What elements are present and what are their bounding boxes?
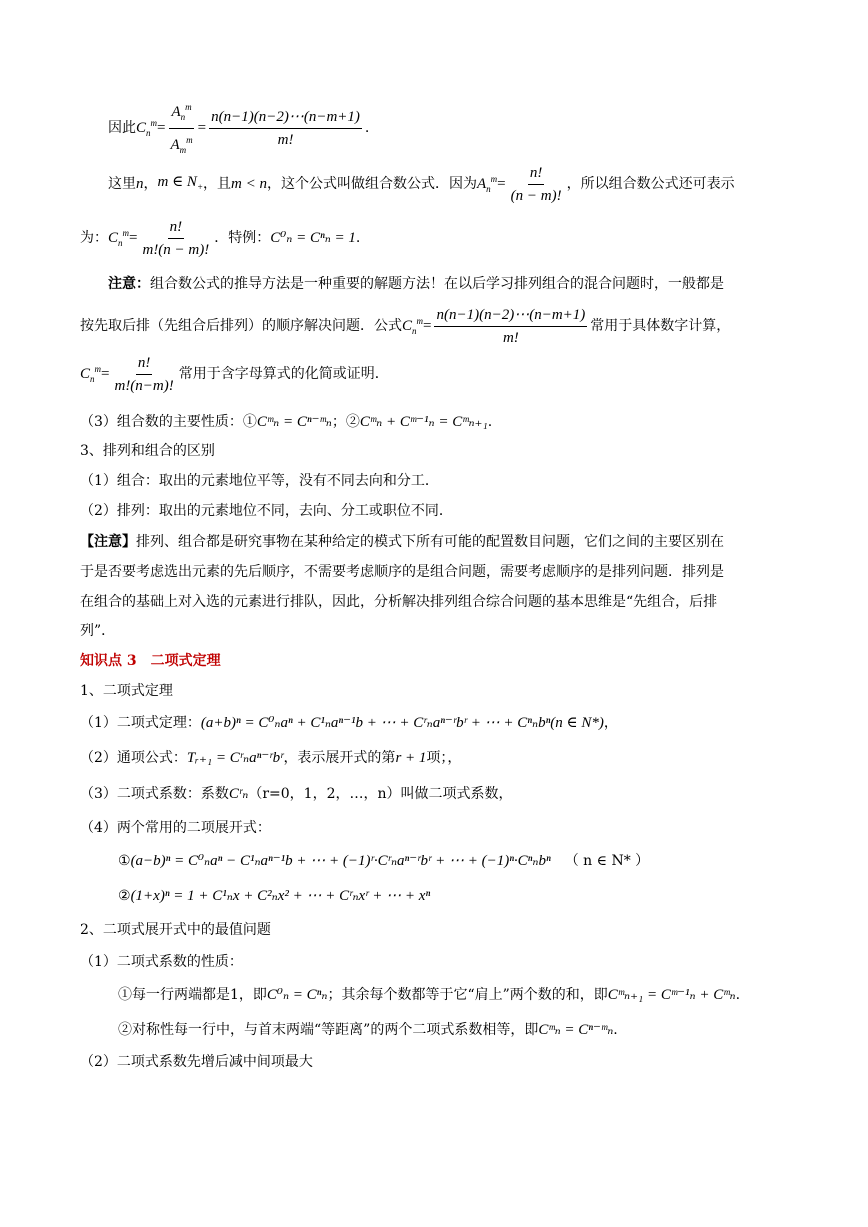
text: 这里 [108,176,136,192]
text: （3）组合数的主要性质：① [80,414,257,430]
paragraph: 列”． [80,623,116,639]
frac-num: n(n−1)(n−2)⋯(n−m+1) [209,108,362,129]
text: （ n ∈ N* ） [564,853,650,869]
math-m-in-n: m ∈ $N_+$ [157,173,204,192]
knowledge-point-heading: 知识点 3 二项式定理 [80,653,221,669]
math-c: Cʳₙ [228,786,249,802]
text: ② [118,888,131,904]
section-heading: 2、二项式展开式中的最值问题 [80,922,271,938]
text: 为： [80,230,108,246]
math-formula: (a+b)ⁿ = C⁰ₙaⁿ + C¹ₙaⁿ⁻¹b + ⋯ + Cʳₙaⁿ⁻ʳbʳ + ⋯ + Cⁿₙbⁿ(n ∈ N*) [200,715,604,731]
math-eq: = [423,318,432,334]
math-formula: Cᵐₙ = Cⁿ⁻ᵐₙ [256,414,332,430]
property-line-a [118,985,830,1005]
math-c: $C_n^m$ [402,316,424,336]
math-eq: = [101,366,110,382]
math-formula: Cᵐₙ₊₁ = Cᵐ⁻¹ₙ + Cᵐₙ [607,987,736,1003]
frac-den: m!(n−m)! [114,377,174,394]
frac-den: A [170,136,180,153]
paragraph: 在组合的基础上对入选的元素进行排队，因此，分析解决排列组合综合问题的基本思维是“先组合，后排 [80,594,718,610]
text: . [735,987,741,1003]
math-formula: Cᵐₙ = Cⁿ⁻ᵐₙ [538,1022,614,1038]
math-r: r + 1 [395,750,427,766]
frac-num: n(n−1)(n−2)⋯(n−m+1) [434,306,587,327]
text: . [364,120,370,136]
math-c: $C_n^m$ [108,228,130,248]
note-line-3 [80,350,792,398]
math-eq: = [129,230,138,246]
math-c-letter: C [80,366,91,382]
math-formula: (1+x)ⁿ = 1 + C¹ₙx + C²ₙx² + ⋯ + Cʳₙxʳ + ⋯ + xⁿ [130,888,431,904]
binomial-theorem-line [80,713,792,733]
frac-den: m! [502,329,519,346]
text: （2）通项公式： [80,750,187,766]
text: . [487,414,493,430]
frac-num: n! [136,354,153,375]
text: . [355,230,361,246]
paragraph: （2）二项式系数先增后减中间项最大 [80,1054,313,1070]
math-special: C⁰ₙ = Cⁿₙ = 1 [270,230,356,246]
math-a-letter: A [477,176,487,192]
text: ；② [331,414,360,430]
text: 组合数公式的推导方法是一种重要的解题方法！在以后学习排列组合的混合问题时，一般都是 [150,276,724,292]
note-line-2 [80,302,792,350]
text: （3）二项式系数：系数 [80,786,229,802]
math-formula: Cᵐₙ + Cᵐ⁻¹ₙ = Cᵐₙ₊₁ [359,414,488,430]
formula-line-2 [108,160,820,208]
text: ，这个公式叫做组合数公式．因为 [267,176,477,192]
paragraph: （1）二项式系数的性质： [80,954,243,970]
expansion-2 [118,886,830,906]
expansion-1 [118,851,830,871]
frac-num: n! [528,164,545,185]
text: . [613,1022,618,1038]
text: ；其余每个数都等于它“肩上”两个数的和，即 [327,987,608,1003]
fraction-a: $\frac{A_n^m}{A_m^m}$ [168,98,194,159]
fraction [140,218,211,259]
paragraph: （1）组合：取出的元素地位平等，没有不同去向和分工． [80,473,439,489]
math-a: $A_n^m$ [477,174,498,194]
formula-line-3 [80,214,792,262]
property-line [80,412,792,432]
text: 项；， [426,750,462,766]
text: 常用于具体数字计算， [590,318,731,334]
text: ， [143,176,158,192]
fraction [434,306,587,347]
formula-line-1 [108,101,820,155]
text: 排列、组合都是研究事物在某种给定的模式下所有可能的配置数目问题，它们之间的主要区别在 [136,534,724,550]
fraction [112,354,175,395]
math-eq: = [157,120,166,136]
text: ① [118,853,131,869]
text: ②对称性每一行中，与首末两端“等距离”的两个二项式系数相等，即 [118,1022,539,1038]
text: ．特例： [214,230,271,246]
text: 因此 [108,120,136,136]
note-label: 注意： [108,276,150,292]
paragraph: 于是否要考虑选出元素的先后顺序，不需要考虑顺序的是组合问题，需要考虑顺序的是排列问题．排列是 [80,564,724,580]
text: （r=0，1，2，…，n）叫做二项式系数， [248,786,513,802]
math-c: $C_n^m$ [80,364,102,384]
text: ， [603,715,618,731]
text: ，所以组合数公式还可表示 [566,176,735,192]
text: ，表示展开式的第 [283,750,396,766]
paragraph: （4）两个常用的二项展开式： [80,820,271,836]
math-formula: Tᵣ₊₁ = Cʳₙaⁿ⁻ʳbʳ [186,750,284,766]
math-c: $C_n^m$ [136,118,158,138]
math-c-letter: C [402,318,413,334]
general-term-line [80,748,792,768]
frac-den: m! [277,131,294,148]
frac-den: (n − m)! [510,187,562,204]
frac-num: n! [168,218,185,239]
coefficient-line [80,784,792,804]
property-line-b [118,1020,830,1040]
section-heading: 1、二项式定理 [80,683,173,699]
text: ，且 [203,176,232,192]
text: （1）二项式定理： [80,715,201,731]
math-n: n [136,176,144,192]
fraction-b [209,108,362,149]
frac-den: m!(n − m)! [142,241,210,258]
paragraph: （2）排列：取出的元素地位不同，去向、分工或职位不同． [80,503,453,519]
math-c-letter: C [108,230,119,246]
note-paragraph [80,532,792,552]
frac-num: A [171,103,181,120]
text: ①每一行两端都是1，即 [118,987,267,1003]
math-eq: = [497,176,506,192]
math-c-letter: C [136,120,147,136]
math-formula: C⁰ₙ = Cⁿₙ [266,987,328,1003]
math-formula: (a−b)ⁿ = C⁰ₙaⁿ − C¹ₙaⁿ⁻¹b + ⋯ + (−1)ʳ·Cʳₙaⁿ⁻ʳbʳ + ⋯ + (−1)ⁿ·Cⁿₙbⁿ [130,853,551,869]
text: 常用于含字母算式的化简或证明． [178,366,389,382]
text: 按先取后排（先组合后排列）的顺序解决问题．公式 [80,318,402,334]
section-heading: 3、排列和组合的区别 [80,443,215,459]
math-m-lt-n: m < n [231,176,267,192]
fraction [509,164,564,205]
math-text: m ∈ N [157,173,197,190]
note-label: 【注意】 [80,534,136,550]
math-eq: = [197,120,207,136]
note-line-1 [108,274,820,294]
